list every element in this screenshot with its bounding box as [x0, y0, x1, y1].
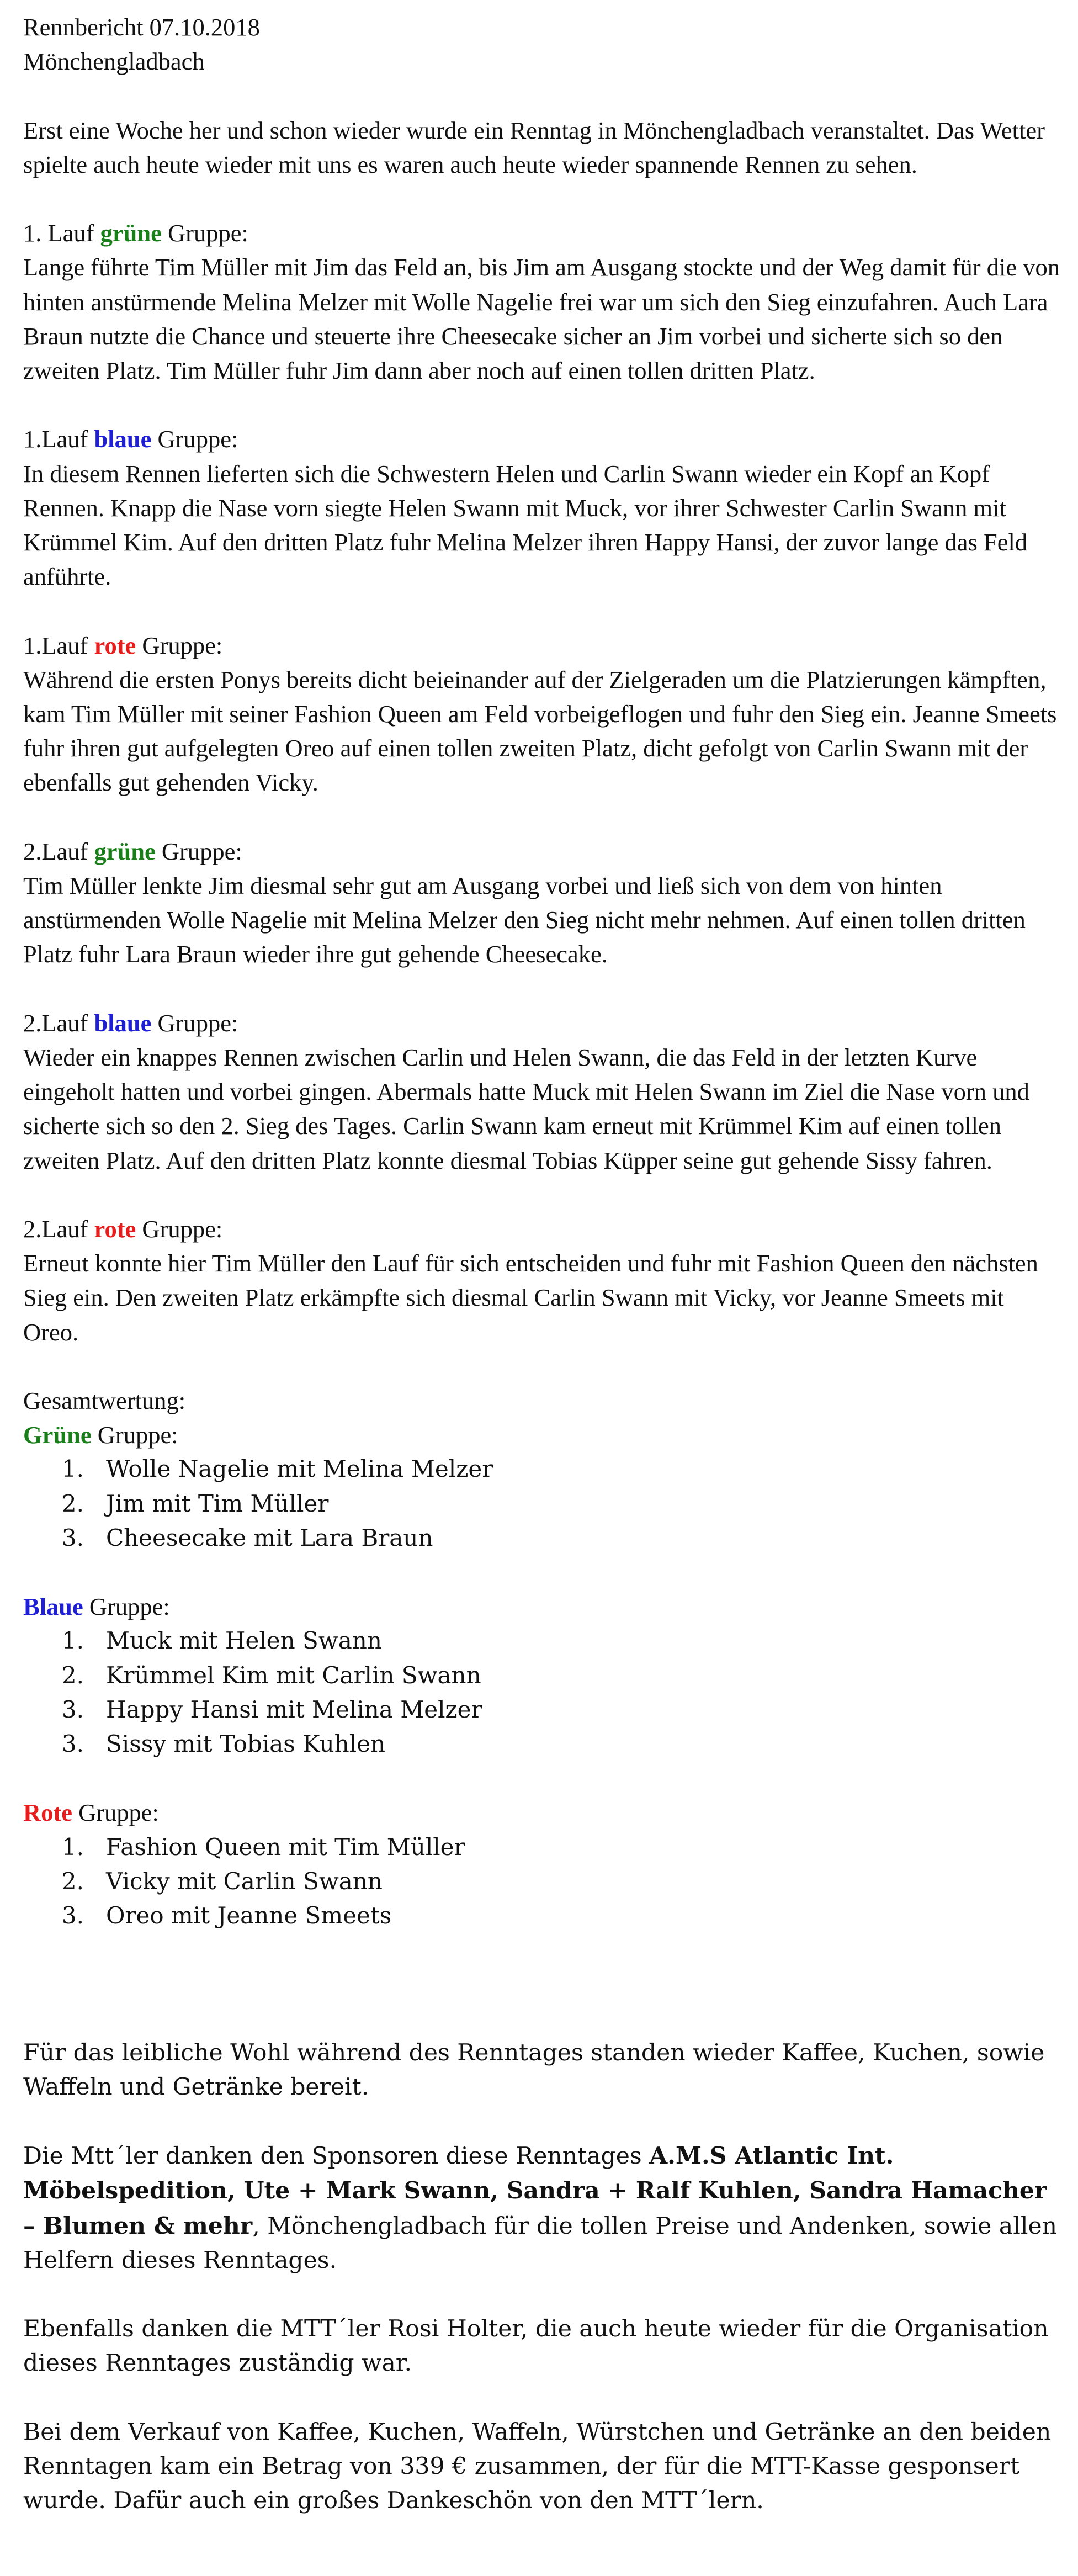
standings-group-heading: Rote Gruppe:	[23, 1799, 159, 1827]
standings-list-red	[23, 1830, 1061, 1933]
group-color-word: rote	[94, 631, 136, 659]
list-item: 3. Happy Hansi mit Melina Melzer	[61, 1695, 482, 1723]
catering-paragraph: Für das leibliche Wohl während des Renntages standen wieder Kaffee, Kuchen, sowie Waffeln und Getränke bereit.	[23, 2039, 1045, 2101]
document	[23, 10, 1061, 2518]
standings-list-blue	[23, 1624, 1061, 1761]
list-item: 1. Wolle Nagelie mit Melina Melzer	[61, 1455, 493, 1483]
thanks-paragraph: Ebenfalls danken die MTT´ler Rosi Holter, die auch heute wieder für die Organisation dieses Renntages zuständig war.	[23, 2315, 1049, 2377]
list-item: 1. Muck mit Helen Swann	[61, 1627, 382, 1655]
list-item: 2. Vicky mit Carlin Swann	[61, 1867, 383, 1895]
group-color-word: blaue	[94, 425, 152, 453]
race-heading: 1.Lauf blaue Gruppe:	[23, 425, 238, 453]
group-color-word: Grüne	[23, 1421, 92, 1449]
group-color-word: grüne	[94, 837, 156, 865]
sponsor-name: A.M.S Atlantic Int. Möbelspedition	[23, 2142, 894, 2205]
list-item: 2. Jim mit Tim Müller	[61, 1490, 329, 1517]
report-location: Mönchengladbach	[23, 47, 205, 76]
group-color-word: Rote	[23, 1799, 72, 1827]
standings-heading: Gesamtwertung:	[23, 1387, 186, 1414]
race-heading: 1.Lauf rote Gruppe:	[23, 631, 223, 659]
group-color-word: Blaue	[23, 1593, 83, 1621]
sponsor-name: Sandra + Ralf Kuhlen	[506, 2177, 793, 2205]
sponsors-paragraph: Die Mtt´ler danken den Sponsoren diese Renntages A.M.S Atlantic Int. Möbelspedition, Ute + Mark Swann, Sandra + Ralf Kuhlen, Sandra Hamacher – Blumen & mehr, Mönchengladbach für die tollen Preise und Andenken, sowie allen Helfern dieses Renntages.	[23, 2142, 1057, 2274]
group-color-word: grüne	[100, 219, 162, 247]
list-item: 2. Krümmel Kim mit Carlin Swann	[61, 1661, 481, 1689]
donation-paragraph: Bei dem Verkauf von Kaffee, Kuchen, Waffeln, Würstchen und Getränke an den beiden Renntagen kam ein Betrag von 339 € zusammen, der für die MTT-Kasse gesponsert wurde. Dafür auch ein großes Dankeschön von den MTT´lern.	[23, 2418, 1052, 2515]
group-color-word: blaue	[94, 1009, 152, 1037]
race-report: Erneut konnte hier Tim Müller den Lauf für sich entscheiden und fuhr mit Fashion Queen den nächsten Sieg ein. Den zweiten Platz erkämpfte sich diesmal Carlin Swann mit Vicky, vor Jeanne Smeets mit Oreo.	[23, 1249, 1038, 1346]
race-report: In diesem Rennen lieferten sich die Schwestern Helen und Carlin Swann wieder ein Kopf an Kopf Rennen. Knapp die Nase vorn siegte Helen Swann mit Muck, vor ihrer Schwester Carlin Swann mit Krümmel Kim. Auf den dritten Platz fuhr Melina Melzer ihren Happy Hansi, der zuvor lange das Feld anführte.	[23, 459, 1028, 591]
race-heading: 2.Lauf grüne Gruppe:	[23, 837, 242, 865]
race-heading: 1. Lauf grüne Gruppe:	[23, 219, 248, 247]
list-item: 3. Cheesecake mit Lara Braun	[61, 1524, 433, 1551]
standings-group-heading: Blaue Gruppe:	[23, 1593, 170, 1621]
race-report: Tim Müller lenkte Jim diesmal sehr gut am Ausgang vorbei und ließ sich von dem von hinten anstürmenden Wolle Nagelie mit Melina Melzer den Sieg nicht mehr nehmen. Auf einen tollen dritten Platz fuhr Lara Braun wieder ihre gut gehende Cheesecake.	[23, 872, 1026, 968]
race-heading: 2.Lauf rote Gruppe:	[23, 1215, 223, 1243]
list-item: 3. Sissy mit Tobias Kuhlen	[61, 1730, 386, 1757]
list-item: 3. Oreo mit Jeanne Smeets	[61, 1901, 392, 1929]
race-report: Lange führte Tim Müller mit Jim das Feld an, bis Jim am Ausgang stockte und der Weg damit für die von hinten anstürmende Melina Melzer mit Wolle Nagelie frei war um sich den Sieg einzufahren. Auch Lara Braun nutzte die Chance und steuerte ihre Cheesecake sicher an Jim vorbei und sicherte sich so den zweiten Platz. Tim Müller fuhr Jim dann aber noch auf einen tollen dritten Platz.	[23, 253, 1060, 384]
group-color-word: rote	[94, 1215, 136, 1243]
standings-list-green	[23, 1452, 1061, 1555]
race-report: Wieder ein knappes Rennen zwischen Carlin und Helen Swann, die das Feld in der letzten Kurve eingeholt hatten und vorbei gingen. Abermals hatte Muck mit Helen Swann im Ziel die Nase vorn und sicherte sich so den 2. Sieg des Tages. Carlin Swann kam erneut mit Krümmel Kim auf einen tollen zweiten Platz. Auf den dritten Platz konnte diesmal Tobias Küpper seine gut gehende Sissy fahren.	[23, 1043, 1029, 1174]
standings-group-heading: Grüne Gruppe:	[23, 1421, 178, 1449]
race-report: Während die ersten Ponys bereits dicht beieinander auf der Zielgeraden um die Platzierungen kämpften, kam Tim Müller mit seiner Fashion Queen am Feld vorbeigeflogen und fuhr den Sieg ein. Jeanne Smeets fuhr ihren gut aufgelegten Oreo auf einen tollen zweiten Platz, dicht gefolgt von Carlin Swann mit der ebenfalls gut gehenden Vicky.	[23, 665, 1057, 797]
sponsor-name: Ute + Mark Swann	[243, 2177, 491, 2205]
sponsor-name: Sandra Hamacher – Blumen & mehr	[23, 2177, 1047, 2240]
list-item: 1. Fashion Queen mit Tim Müller	[61, 1833, 465, 1861]
report-title: Rennbericht 07.10.2018	[23, 13, 260, 41]
intro-paragraph: Erst eine Woche her und schon wieder wurde ein Renntag in Mönchengladbach veranstaltet. Das Wetter spielte auch heute wieder mit uns es waren auch heute wieder spannende Rennen zu sehen.	[23, 116, 1045, 178]
race-heading: 2.Lauf blaue Gruppe:	[23, 1009, 238, 1037]
